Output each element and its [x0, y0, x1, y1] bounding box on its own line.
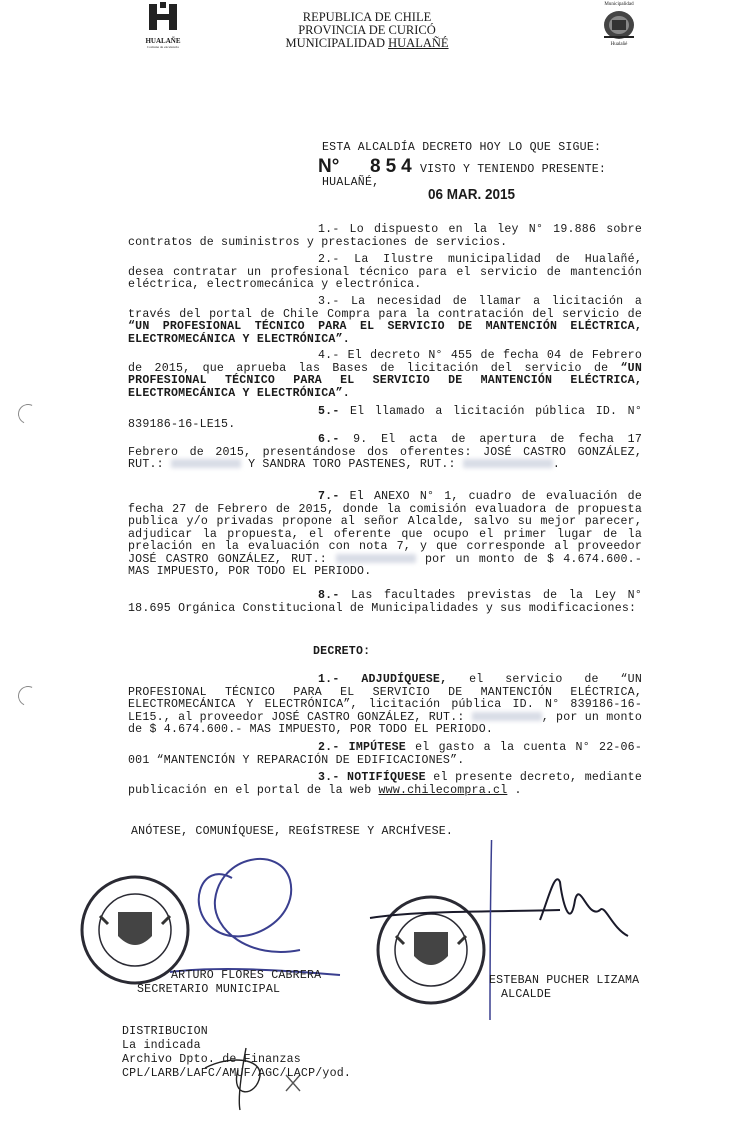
distribution-line-1: La indicada — [122, 1039, 201, 1052]
logo-right-bottom: Hualañé — [610, 42, 628, 47]
redacted-rut — [171, 459, 241, 468]
decree-number: 854 — [370, 156, 417, 177]
redacted-rut — [463, 459, 553, 468]
signatures-layer — [0, 840, 744, 1140]
decree-number-label: N° — [318, 156, 340, 177]
closing-formula: ANÓTESE, COMUNÍQUESE, REGÍSTRESE Y ARCHÍVESE. — [131, 825, 454, 838]
distribution-line-3: CPL/LARB/LAFC/AMUF/AGC/LACP/yod. — [122, 1067, 352, 1080]
document-header — [0, 11, 744, 50]
visto-7: 7.- El ANEXO N° 1, cuadro de evaluación de fecha 27 de Febrero de 2015, donde la comisión evaluadora de propuesta publica y/o privadas propone al señor Alcalde, salvo su mejor parecer, adjudicar la propuesta, el oferente que ocupo el primer lugar de la prelación en la evaluación con nota 7, y que corresponde al proveedor JOSÉ CASTRO GONZÁLEZ, RUT.: por un monto de $ 4.674.600.- MAS IMPUESTO, POR TODO EL PERIODO. — [128, 490, 642, 578]
distribution-block — [122, 1025, 351, 1081]
header-municipality: MUNICIPALIDAD HUALAÑÉ — [285, 36, 449, 50]
visto-4: 4.- El decreto N° 455 de fecha 04 de Febrero de 2015, que aprueba las Bases de licitación del servicio de “UN PROFESIONAL TÉCNICO PARA EL SERVICIO DE MANTENCIÓN ELÉCTRICA, ELECTROMECÁNICA Y ELECTRÓNICA”. — [128, 349, 642, 400]
punch-hole-bottom — [15, 683, 41, 709]
punch-hole-top — [15, 401, 41, 427]
redacted-rut — [336, 554, 416, 563]
secretary-title: SECRETARIO MUNICIPAL — [137, 983, 281, 996]
pen-stroke — [490, 840, 492, 1020]
decree-intro: ESTA ALCALDÍA DECRETO HOY LO QUE SIGUE: — [322, 141, 602, 154]
visto-6: 6.- 9. El acta de apertura de fecha 17 Febrero de 2015, presentándose dos oferentes: JOSÉ CASTRO GONZÁLEZ, RUT.: Y SANDRA TORO PASTENES, RUT.: . — [128, 433, 642, 471]
secretary-name: ARTURO FLORES CABRERA — [171, 969, 322, 982]
visto-8: 8.- Las facultades previstas de la Ley N° 18.695 Orgánica Constitucional de Municipalidades y sus modificaciones: — [128, 589, 642, 615]
logo-left-sub: Comuna de excelencia — [147, 45, 179, 49]
resolution-3: 3.- NOTIFÍQUESE el presente decreto, mediante publicación en el portal de la web www.chilecompra.cl . — [128, 771, 642, 797]
visto-3: 3.- La necesidad de llamar a licitación a través del portal de Chile Compra para la contratación del servicio de “UN PROFESIONAL TÉCNICO PARA EL SERVICIO DE MANTENCIÓN ELÉCTRICA, ELECTROMECÁNICA Y ELECTRÓNICA”. — [128, 295, 642, 346]
decreto-heading: DECRETO: — [313, 645, 371, 658]
resolution-1: 1.- ADJUDÍQUESE, el servicio de “UN PROFESIONAL TÉCNICO PARA EL SERVICIO DE MANTENCIÓN ELÉCTRICA, ELECTROMECÁNICA Y ELECTRÓNICA”, licitación pública ID. N° 839186-16-LE15., al proveedor JOSÉ CASTRO GONZÁLEZ, RUT.: , por un monto de $ 4.674.600.- MAS IMPUESTO, POR TODO EL PERIODO. — [128, 673, 642, 736]
visto-heading: VISTO Y TENIENDO PRESENTE: — [420, 163, 607, 176]
visto-2: 2.- La Ilustre municipalidad de Hualañé, desea contratar un profesional técnico para el servicio de mantención eléctrica, electromecánica y electrónica. — [128, 253, 642, 291]
mayor-signature-icon — [370, 879, 628, 936]
chilecompra-link[interactable]: www.chilecompra.cl — [378, 783, 508, 797]
secretary-seal-icon — [82, 877, 188, 983]
header-province: PROVINCIA DE CURICÓ — [298, 23, 436, 37]
redacted-rut — [472, 712, 542, 721]
date-stamp: 06 MAR. 2015 — [428, 186, 516, 203]
visto-5: 5.- El llamado a licitación pública ID. N° 839186-16-LE15. — [128, 405, 642, 431]
resolution-2: 2.- IMPÚTESE el gasto a la cuenta N° 22-06-001 “MANTENCIÓN Y REPARACIÓN DE EDIFICACIONES”. — [128, 741, 642, 767]
logo-right-top: Municipalidad — [604, 2, 634, 7]
secretary-signature-icon — [170, 859, 340, 975]
visto-1: 1.- Lo dispuesto en la ley N° 19.886 sobre contratos de suministros y prestaciones de servicios. — [128, 223, 642, 249]
distribution-title: DISTRIBUCION — [122, 1025, 208, 1038]
header-republic: REPUBLICA DE CHILE — [302, 10, 432, 24]
distribution-line-2: Archivo Dpto. de Finanzas — [122, 1053, 301, 1066]
mayor-name: ESTEBAN PUCHER LIZAMA — [489, 974, 640, 987]
logo-left-text: HUALAÑE — [145, 37, 181, 45]
decree-city: HUALAÑÉ, — [322, 176, 380, 189]
mayor-title: ALCALDE — [501, 988, 552, 1001]
